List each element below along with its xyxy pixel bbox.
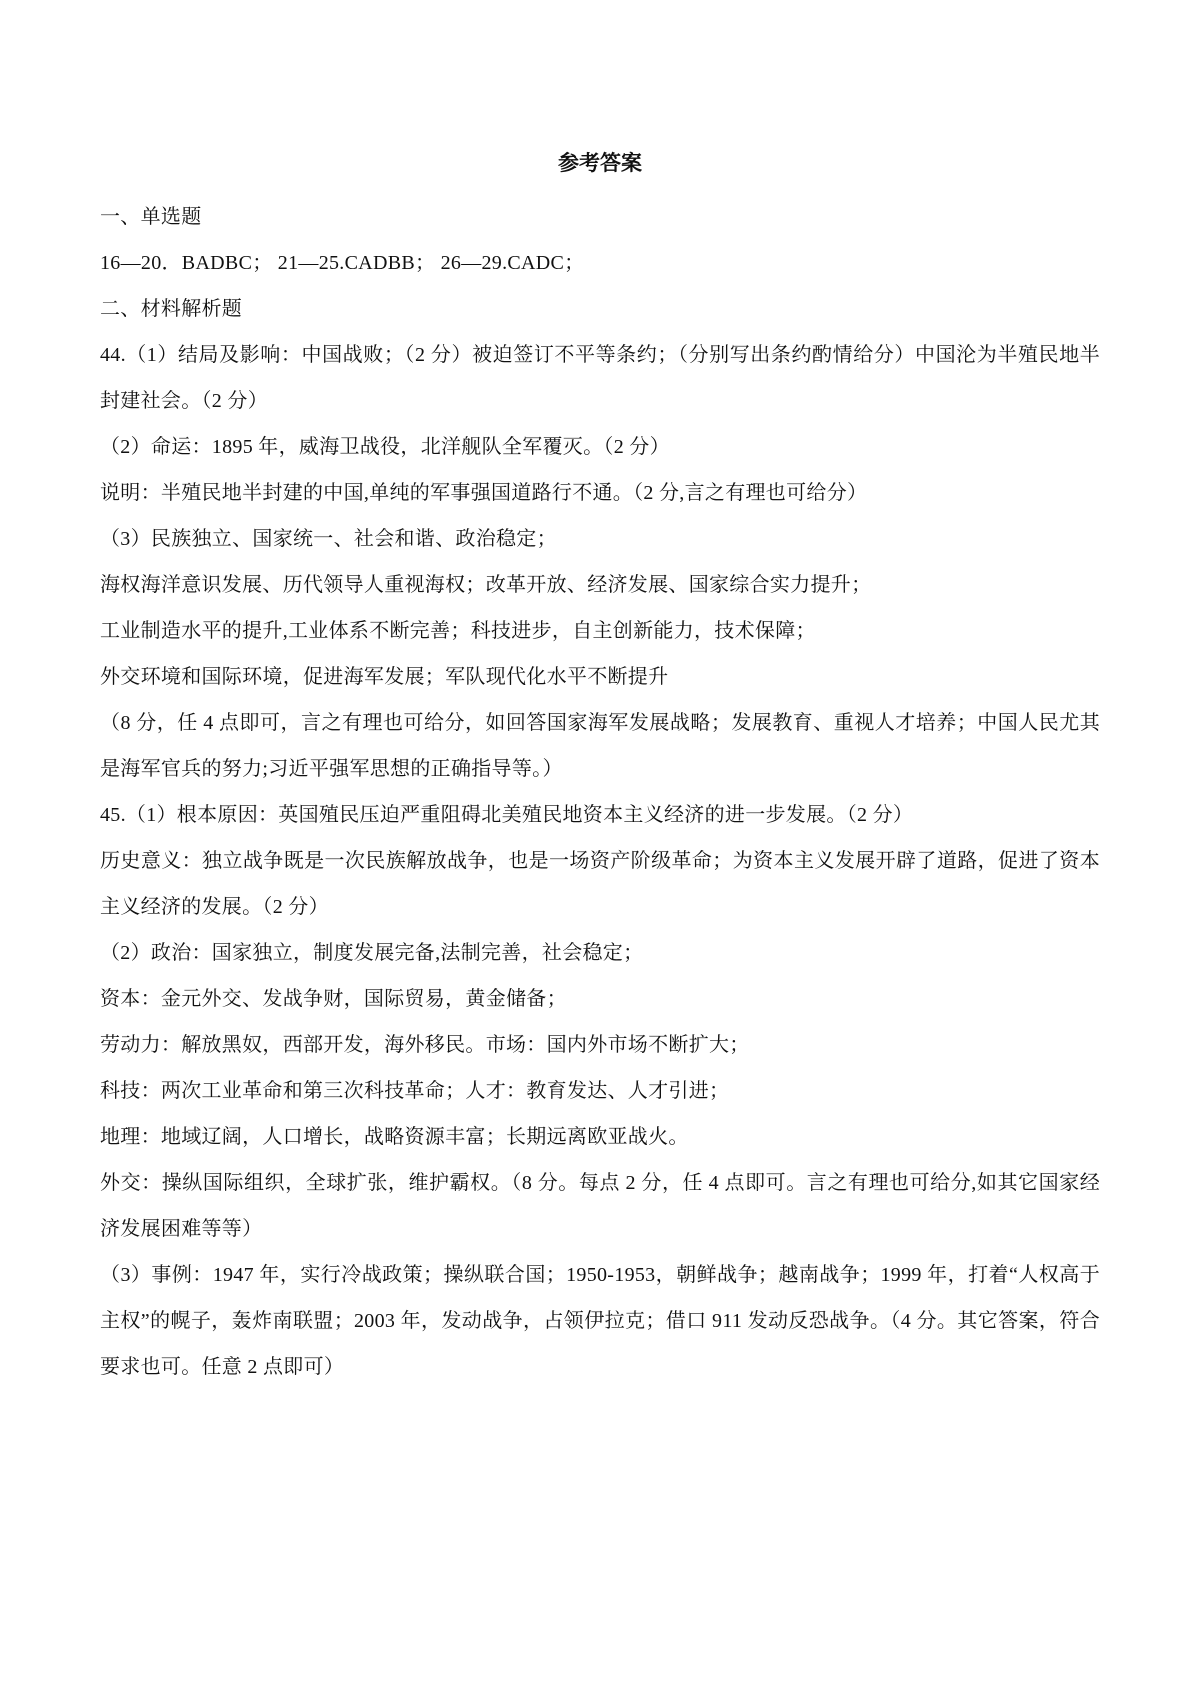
answer-45-part2-labor-market: 劳动力：解放黑奴，西部开发，海外移民。市场：国内外市场不断扩大； — [100, 1034, 750, 1056]
answer-44-part2-note: 说明：半殖民地半封建的中国,单纯的军事强国道路行不通。（2 分,言之有理也可给分） — [100, 482, 868, 504]
answer-44-part1: 44.（1）结局及影响：中国战败；（2 分）被迫签订不平等条约；（分别写出条约酌情给分）中国沦为半殖民地半封建社会。（2 分） — [100, 344, 1100, 412]
answer-45-part1-significance: 历史意义：独立战争既是一次民族解放战争，也是一场资产阶级革命；为资本主义发展开辟了道路，促进了资本主义经济的发展。（2 分） — [100, 850, 1100, 918]
answer-44-part3-line3: 工业制造水平的提升,工业体系不断完善；科技进步，自主创新能力，技术保障； — [100, 620, 816, 642]
answer-44-part3-scoring-note: （8 分，任 4 点即可，言之有理也可给分，如回答国家海军发展战略；发展教育、重视人才培养；中国人民尤其是海军官兵的努力;习近平强军思想的正确指导等。） — [100, 712, 1100, 780]
answer-line-choices: 16—20．BADBC； 21—25.CADBB； 26—29.CADC； — [100, 252, 585, 274]
answer-44-part3-line2: 海权海洋意识发展、历代领导人重视海权；改革开放、经济发展、国家综合实力提升； — [100, 574, 872, 596]
answer-45-part1-cause: 45.（1）根本原因：英国殖民压迫严重阻碍北美殖民地资本主义经济的进一步发展。（2 分） — [100, 804, 914, 826]
answer-45-part2-diplomacy: 外交：操纵国际组织，全球扩张，维护霸权。（8 分。每点 2 分，任 4 点即可。言之有理也可给分,如其它国家经济发展困难等等） — [100, 1172, 1100, 1240]
answer-45-part2-geography: 地理：地域辽阔，人口增长，战略资源丰富；长期远离欧亚战火。 — [100, 1126, 689, 1148]
answer-45-part2-politics: （2）政治：国家独立，制度发展完备,法制完善，社会稳定； — [100, 942, 644, 964]
answer-44-part3-line1: （3）民族独立、国家统一、社会和谐、政治稳定； — [100, 528, 557, 550]
answer-45-part2-tech-talent: 科技：两次工业革命和第三次科技革命；人才：教育发达、人才引进； — [100, 1080, 730, 1102]
answer-44-part3-line4: 外交环境和国际环境，促进海军发展；军队现代化水平不断提升 — [100, 666, 669, 688]
answer-45-part2-capital: 资本：金元外交、发战争财，国际贸易，黄金储备； — [100, 988, 567, 1010]
section-heading-material-analysis: 二、材料解析题 — [100, 298, 243, 320]
section-heading-single-choice: 一、单选题 — [100, 206, 202, 228]
answer-45-part3-examples: （3）事例：1947 年，实行冷战政策；操纵联合国；1950-1953，朝鲜战争；越南战争；1999 年，打着“人权高于主权”的幌子，轰炸南联盟；2003 年，发动战争，占领伊拉克；借口 911 发动反恐战争。（4 分。其它答案，符合要求也可。任意 2 点即可） — [100, 1264, 1100, 1378]
answer-44-part2: （2）命运：1895 年，威海卫战役，北洋舰队全军覆灭。（2 分） — [100, 436, 670, 458]
page-title: 参考答案 — [558, 151, 642, 175]
